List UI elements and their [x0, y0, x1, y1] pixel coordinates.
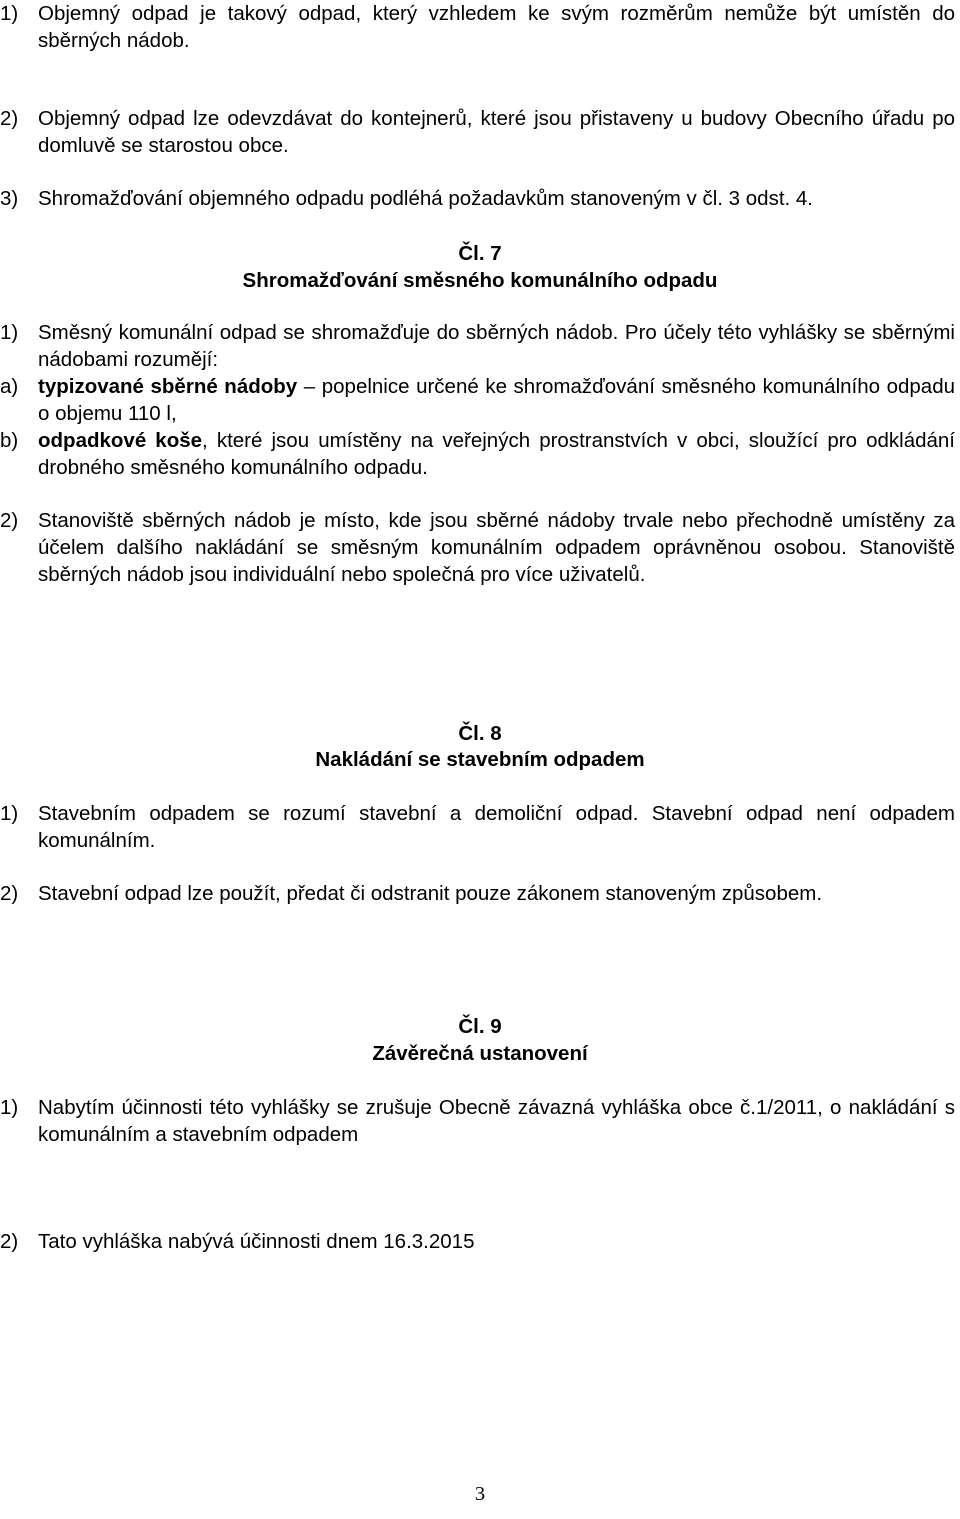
art7-item-a: a) typizované sběrné nádoby – popelnice určené ke shromažďování směsného komunálního odpadu o objemu 110 l, — [0, 375, 955, 425]
art7-item-2-text: Stanoviště sběrných nádob je místo, kde jsou sběrné nádoby trvale nebo přechodně umístěny za účelem dalšího nakládání se směsným komunálním odpadem oprávněnou osobou. Stanoviště sběrných nádob jsou individuální nebo společná pro více uživatelů. — [38, 509, 955, 586]
art8-item-2-text: Stavební odpad lze použít, předat či odstranit pouze zákonem stanoveným způsobem. — [38, 882, 823, 905]
art7-item-1: 1) Směsný komunální odpad se shromažďuje do sběrných nádob. Pro účely této vyhlášky se sběrnými nádobami rozumějí: — [0, 321, 955, 371]
art6-item-1-text: Objemný odpad je takový odpad, který vzhledem ke svým rozměrům nemůže být umístěn do sběrných nádob. — [38, 2, 955, 52]
art8-item-1-text: Stavebním odpadem se rozumí stavební a demoliční odpad. Stavební odpad není odpadem komunálním. — [38, 802, 955, 852]
art6-item-2: 2) Objemný odpad lze odevzdávat do kontejnerů, které jsou přistaveny u budovy Obecního úřadu po domluvě se starostou obce. — [0, 107, 955, 157]
art7-title: Shromažďování směsného komunálního odpadu — [242, 269, 718, 292]
art7-item-b-text: odpadkové koše, které jsou umístěny na veřejných prostranstvích v obci, sloužící pro odkládání drobného směsného komunálního odpadu. — [38, 429, 955, 479]
art8-number: Čl. 8 — [458, 722, 502, 745]
art9-number: Čl. 9 — [458, 1015, 502, 1038]
art7-item-b: b) odpadkové koše, které jsou umístěny na veřejných prostranstvích v obci, sloužící pro odkládání drobného směsného komunálního odpadu. — [0, 429, 955, 479]
art8-title: Nakládání se stavebním odpadem — [315, 748, 645, 771]
art8-item-2: 2) Stavební odpad lze použít, předat či odstranit pouze zákonem stanoveným způsobem. — [0, 880, 960, 907]
art7-item-1-text: Směsný komunální odpad se shromažďuje do sběrných nádob. Pro účely této vyhlášky se sběrnými nádobami rozumějí: — [38, 321, 955, 371]
art9-item-2-text: Tato vyhláška nabývá účinnosti dnem 16.3.2015 — [38, 1230, 475, 1253]
art7-item-a-text: typizované sběrné nádoby – popelnice určené ke shromažďování směsného komunálního odpadu o objemu 110 l, — [38, 375, 955, 425]
art9-item-1-text: Nabytím účinnosti této vyhlášky se zrušuje Obecně závazná vyhláška obce č.1/2011, o nakládání s komunálním a stavebním odpadem — [38, 1096, 955, 1146]
art9-item-2: 2) Tato vyhláška nabývá účinnosti dnem 16.3.2015 — [0, 1228, 960, 1255]
art7-number: Čl. 7 — [458, 242, 502, 265]
art9-title: Závěrečná ustanovení — [372, 1042, 588, 1065]
art6-item-2-text: Objemný odpad lze odevzdávat do kontejnerů, které jsou přistaveny u budovy Obecního úřadu po domluvě se starostou obce. — [38, 107, 955, 157]
art9-item-1: 1) Nabytím účinnosti této vyhlášky se zrušuje Obecně závazná vyhláška obce č.1/2011, o nakládání s komunálním a stavebním odpadem — [0, 1096, 955, 1146]
page-number: 3 — [474, 1483, 486, 1505]
art7-item-2: 2) Stanoviště sběrných nádob je místo, kde jsou sběrné nádoby trvale nebo přechodně umístěny za účelem dalšího nakládání se směsným komunálním odpadem oprávněnou osobou. Stanoviště sběrných nádob jsou individuální nebo společná pro více uživatelů. — [0, 509, 955, 586]
art6-item-3: 3) Shromažďování objemného odpadu podléhá požadavkům stanoveným v čl. 3 odst. 4. — [0, 185, 960, 212]
art8-item-1: 1) Stavebním odpadem se rozumí stavební a demoliční odpad. Stavební odpad není odpadem komunálním. — [0, 802, 955, 852]
art6-item-1: 1) Objemný odpad je takový odpad, který vzhledem ke svým rozměrům nemůže být umístěn do sběrných nádob. — [0, 2, 955, 52]
art6-item-3-text: Shromažďování objemného odpadu podléhá požadavkům stanoveným v čl. 3 odst. 4. — [38, 187, 813, 210]
